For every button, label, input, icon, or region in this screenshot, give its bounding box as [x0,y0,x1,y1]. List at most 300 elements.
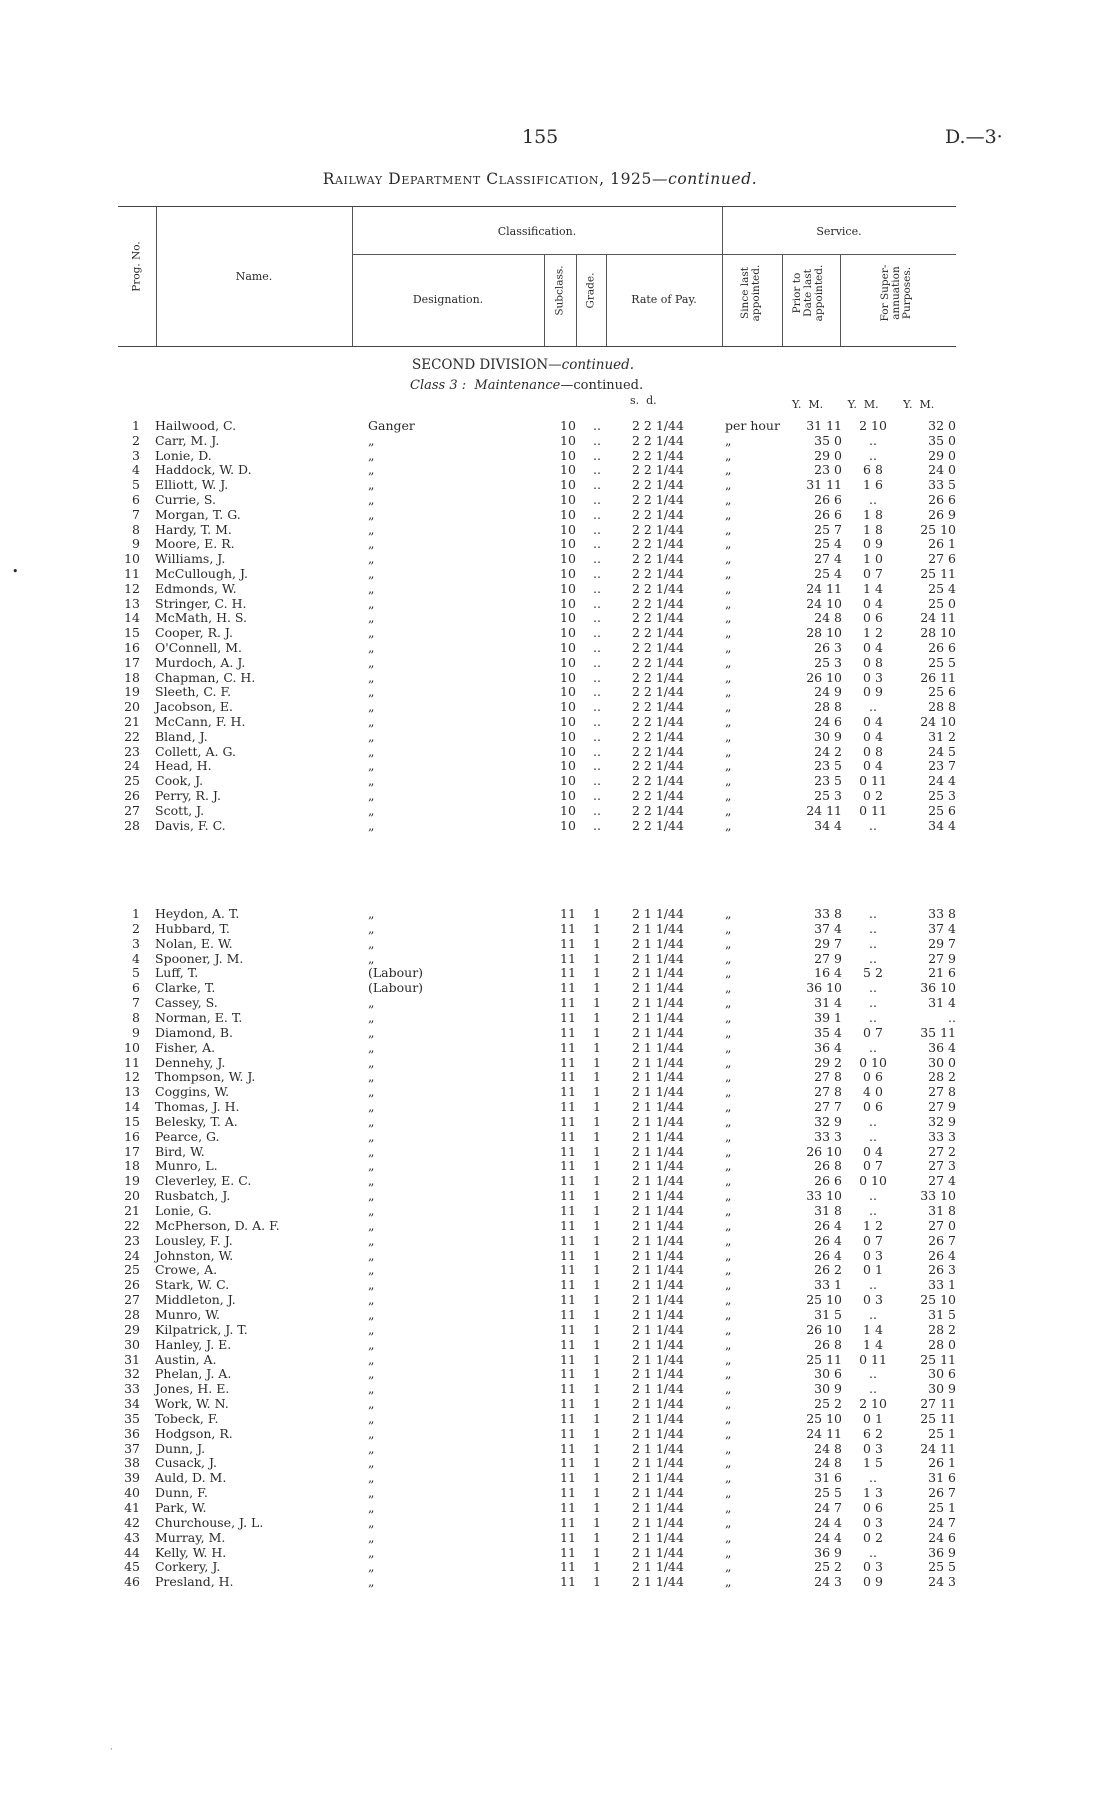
employee-name: Head, H. [155,758,212,774]
service-superannuation: 25 1 [928,1500,956,1515]
pay-unit: „ [725,1113,732,1129]
designation: „ [368,1425,375,1441]
table-row [0,936,1114,951]
service-superannuation: 26 7 [928,1485,956,1501]
table-row [0,1411,1114,1426]
employee-name: Park, W. [155,1500,207,1515]
grade: .. [593,788,601,803]
pay-unit: „ [725,610,732,626]
table-row [0,1084,1114,1099]
service-superannuation: 37 4 [928,920,956,936]
service-prior: 2 10 [859,1396,887,1412]
grade: 1 [593,1217,601,1233]
table-row [0,980,1114,995]
service-since-last: 16 4 [814,965,842,981]
prog-no: 11 [124,566,140,581]
grade: 1 [593,1277,601,1293]
table-row [0,1188,1114,1203]
designation: „ [368,1455,375,1471]
prog-no: 9 [132,1024,140,1040]
grade: .. [593,477,601,493]
pay-unit: „ [725,640,732,655]
designation: „ [368,1262,375,1278]
header-subclass: Subclass. [553,265,566,316]
service-superannuation: 25 6 [928,684,956,700]
designation: „ [368,935,375,951]
subclass: 11 [560,1024,576,1040]
employee-name: Tobeck, F. [155,1410,219,1426]
grade: .. [593,654,601,670]
table-row [0,906,1114,921]
service-since-last: 25 2 [814,1396,842,1412]
service-prior: .. [869,1113,877,1129]
class-name: Maintenance [474,378,561,393]
grade: .. [593,551,601,567]
service-prior: .. [869,1381,877,1397]
service-prior: 0 11 [859,802,887,818]
employee-name: Bland, J. [155,728,208,744]
grade: 1 [593,1009,601,1025]
service-superannuation: 35 11 [920,1024,956,1040]
subclass: 11 [560,1366,576,1382]
rate-of-pay: 2 2 1/44 [632,521,684,537]
service-prior: .. [869,447,877,463]
pay-unit: „ [725,1529,732,1545]
table-header [118,206,956,347]
prog-no: 12 [124,1069,140,1085]
service-superannuation: 27 9 [928,950,956,966]
subclass: 10 [560,477,576,493]
employee-name: Stringer, C. H. [155,595,247,611]
service-since-last: 32 9 [814,1113,842,1129]
subclass: 11 [560,1217,576,1233]
designation: „ [368,1336,375,1352]
service-prior: .. [869,1470,877,1486]
service-prior: .. [869,1366,877,1382]
table-row [0,566,1114,581]
grade: 1 [593,1158,601,1174]
employee-name: Kilpatrick, J. T. [155,1321,248,1337]
table-row [0,1515,1114,1530]
pay-unit: „ [725,1277,732,1293]
employee-name: Cook, J. [155,773,204,789]
prog-no: 18 [124,669,140,685]
grade: .. [593,432,601,448]
table-row [0,522,1114,537]
pay-unit: „ [725,1009,732,1025]
title-main: Railway Department Classification, 1925 [322,170,652,188]
prog-no: 21 [124,1203,140,1218]
grade: 1 [593,1232,601,1248]
service-superannuation: 32 9 [928,1113,956,1129]
employee-name: Churchouse, J. L. [155,1514,264,1530]
division-continued: —continued. [548,357,635,373]
subclass: 10 [560,684,576,700]
service-prior: 1 3 [863,1485,883,1501]
service-since-last: 26 2 [814,1262,842,1278]
subclass: 10 [560,551,576,567]
prog-no: 32 [124,1366,140,1382]
margin-dot: • [12,565,19,578]
designation: „ [368,1128,375,1144]
prog-no: 3 [132,447,140,463]
grade: 1 [593,1500,601,1515]
prog-no: 26 [124,1277,140,1293]
employee-name: Jacobson, E. [155,699,234,715]
service-superannuation: 33 3 [928,1128,956,1144]
employee-name: Crowe, A. [155,1262,218,1278]
employee-name: Lousley, F. J. [155,1232,233,1248]
service-since-last: 26 4 [814,1217,842,1233]
prog-no: 5 [132,477,140,493]
designation: „ [368,714,375,729]
header-rate-of-pay: Rate of Pay. [631,293,697,306]
employee-name: Collett, A. G. [155,743,236,759]
designation: „ [368,1084,375,1100]
service-since-last: 25 7 [814,521,842,537]
pay-unit: „ [725,1336,732,1352]
subclass: 11 [560,1485,576,1501]
service-prior: 0 8 [863,654,883,670]
rate-of-pay: 2 1 1/44 [632,1188,684,1204]
service-superannuation: 25 0 [928,595,956,611]
subclass: 11 [560,1173,576,1189]
employee-name: Jones, H. E. [155,1381,230,1397]
rate-of-pay: 2 2 1/44 [632,699,684,715]
service-since-last: 35 4 [814,1024,842,1040]
pay-unit: „ [725,1158,732,1174]
pay-unit: „ [725,950,732,966]
grade: .. [593,521,601,537]
service-prior: 0 10 [859,1173,887,1189]
subclass: 10 [560,699,576,715]
rate-of-pay: 2 1 1/44 [632,995,684,1011]
pay-unit: „ [725,1500,732,1515]
subclass: 11 [560,1203,576,1218]
service-prior: 0 1 [863,1410,883,1426]
service-since-last: 25 4 [814,566,842,581]
rate-of-pay: 2 1 1/44 [632,1425,684,1441]
subclass: 11 [560,1529,576,1545]
table-row [0,1114,1114,1129]
prog-no: 13 [124,1084,140,1100]
rate-of-pay: 2 2 1/44 [632,462,684,478]
employee-name: Hodgson, R. [155,1425,233,1441]
employee-name: Austin, A. [155,1351,217,1367]
service-prior: 0 1 [863,1262,883,1278]
subclass: 10 [560,802,576,818]
prog-no: 18 [124,1158,140,1174]
grade: .. [593,758,601,774]
designation: „ [368,1544,375,1560]
rate-of-pay: 2 1 1/44 [632,1173,684,1189]
employee-name: Cusack, J. [155,1455,218,1471]
header-grade: Grade. [584,272,597,309]
service-since-last: 24 9 [814,684,842,700]
pay-unit: „ [725,1425,732,1441]
service-superannuation: 24 7 [928,1514,956,1530]
grade: .. [593,610,601,626]
designation: „ [368,684,375,700]
employee-name: Diamond, B. [155,1024,234,1040]
employee-name: Dunn, J. [155,1440,206,1456]
rate-of-pay: 2 1 1/44 [632,1306,684,1322]
grade: .. [593,595,601,611]
employee-name: Munro, W. [155,1306,220,1322]
service-prior: 0 7 [863,566,883,581]
grade: 1 [593,1203,601,1218]
table-row [0,462,1114,477]
designation: (Labour) [368,980,424,996]
subclass: 11 [560,1099,576,1115]
subclass: 11 [560,1262,576,1278]
table-row [0,418,1114,433]
service-prior: 0 3 [863,1559,883,1575]
subclass: 10 [560,669,576,685]
service-prior: 5 2 [863,965,883,981]
pay-unit: „ [725,595,732,611]
prog-no: 24 [124,758,140,774]
prog-no: 14 [124,610,140,626]
designation: „ [368,551,375,567]
pay-unit: „ [725,788,732,803]
designation: „ [368,536,375,552]
service-superannuation: 25 6 [928,802,956,818]
employee-name: McCann, F. H. [155,714,246,729]
header-prior-to-date: Prior to Date last appointed. [791,264,825,322]
employee-name: Hailwood, C. [155,418,237,433]
rate-of-pay: 2 2 1/44 [632,418,684,433]
designation: „ [368,906,375,921]
pay-unit: „ [725,699,732,715]
grade: 1 [593,1321,601,1337]
designation: „ [368,610,375,626]
designation: „ [368,1366,375,1382]
service-since-last: 36 10 [806,980,842,996]
service-superannuation: 25 10 [920,1292,956,1308]
grade: 1 [593,980,601,996]
subclass: 11 [560,1039,576,1055]
table-row [0,1381,1114,1396]
subclass: 10 [560,506,576,522]
service-prior: 0 10 [859,1054,887,1070]
rate-of-pay: 2 1 1/44 [632,1203,684,1218]
service-since-last: 30 9 [814,728,842,744]
service-prior: 0 3 [863,1440,883,1456]
employee-name: Williams, J. [155,551,226,567]
employee-name: Middleton, J. [155,1292,236,1308]
prog-no: 7 [132,506,140,522]
prog-no: 17 [124,1143,140,1159]
grade: 1 [593,1024,601,1040]
pay-unit: „ [725,684,732,700]
subclass: 10 [560,610,576,626]
service-prior: 0 11 [859,1351,887,1367]
grade: .. [593,566,601,581]
service-prior: .. [869,935,877,951]
pay-unit: „ [725,1039,732,1055]
service-prior: 0 2 [863,788,883,803]
service-prior: 0 3 [863,669,883,685]
pay-unit: „ [725,447,732,463]
designation: „ [368,950,375,966]
header-superannuation: For Super- annuation Purposes. [879,264,913,322]
service-prior: .. [869,980,877,996]
table-row [0,1129,1114,1144]
service-prior: 0 4 [863,714,883,729]
employee-name: Auld, D. M. [155,1470,227,1486]
service-superannuation: 31 2 [928,728,956,744]
service-since-last: 26 10 [806,1321,842,1337]
service-since-last: 28 8 [814,699,842,715]
designation: „ [368,432,375,448]
table-row [0,773,1114,788]
service-since-last: 27 8 [814,1084,842,1100]
service-since-last: 34 4 [814,817,842,833]
rate-of-pay: 2 2 1/44 [632,654,684,670]
pay-unit: „ [725,773,732,789]
service-since-last: 36 4 [814,1039,842,1055]
service-since-last: 29 0 [814,447,842,463]
prog-no: 1 [132,418,140,433]
prog-no: 41 [124,1500,140,1515]
rate-of-pay: 2 2 1/44 [632,817,684,833]
prog-no: 26 [124,788,140,803]
rate-of-pay: 2 1 1/44 [632,1559,684,1575]
service-superannuation: 28 10 [920,625,956,641]
employee-name: Pearce, G. [155,1128,220,1144]
prog-no: 44 [124,1544,140,1560]
table-row [0,1352,1114,1367]
subclass: 11 [560,1054,576,1070]
rate-of-pay: 2 1 1/44 [632,1529,684,1545]
table-row [0,1055,1114,1070]
service-since-last: 24 8 [814,1455,842,1471]
service-since-last: 27 7 [814,1099,842,1115]
service-since-last: 25 4 [814,536,842,552]
table-row [0,1574,1114,1589]
service-superannuation: 26 9 [928,506,956,522]
header-classification: Classification. [497,225,577,238]
service-superannuation: 24 6 [928,1529,956,1545]
service-superannuation: 29 7 [928,935,956,951]
table-row [0,818,1114,833]
designation: „ [368,1559,375,1575]
service-since-last: 33 1 [814,1277,842,1293]
prog-no: 14 [124,1099,140,1115]
service-since-last: 24 2 [814,743,842,759]
subclass: 10 [560,418,576,433]
designation: „ [368,1009,375,1025]
prog-no: 4 [132,462,140,478]
pay-unit: „ [725,906,732,921]
prog-no: 1 [132,906,140,921]
service-prior: .. [869,1009,877,1025]
grade: 1 [593,1366,601,1382]
designation: „ [368,995,375,1011]
service-prior: 1 8 [863,506,883,522]
service-since-last: 31 11 [806,418,842,433]
prog-no: 13 [124,595,140,611]
header-prog-no: Prog. No. [130,241,143,292]
prog-no: 42 [124,1514,140,1530]
service-superannuation: 26 3 [928,1262,956,1278]
table-row [0,788,1114,803]
rate-of-pay: 2 2 1/44 [632,728,684,744]
service-since-last: 31 8 [814,1203,842,1218]
employee-name: Clarke, T. [155,980,216,996]
prog-no: 31 [124,1351,140,1367]
prog-no: 43 [124,1529,140,1545]
service-since-last: 25 3 [814,654,842,670]
designation: „ [368,1054,375,1070]
designation: „ [368,1039,375,1055]
grade: 1 [593,1039,601,1055]
employee-name: Perry, R. J. [155,788,221,803]
pay-unit: „ [725,536,732,552]
subclass: 11 [560,950,576,966]
pay-unit: „ [725,1054,732,1070]
class-heading [410,378,643,393]
table-row [0,1173,1114,1188]
service-superannuation: 23 7 [928,758,956,774]
pay-unit: „ [725,477,732,493]
table-row [0,1277,1114,1292]
service-prior: .. [869,1203,877,1218]
pay-unit: „ [725,521,732,537]
subclass: 11 [560,1247,576,1263]
service-prior: 1 2 [863,625,883,641]
page-title [0,170,1080,188]
designation: „ [368,1217,375,1233]
service-since-last: 37 4 [814,920,842,936]
service-prior: .. [869,920,877,936]
table-row [0,655,1114,670]
pay-unit: „ [725,817,732,833]
grade: 1 [593,1396,601,1412]
class-continued: —continued. [560,378,644,393]
table-row [0,1248,1114,1263]
rate-of-pay: 2 2 1/44 [632,773,684,789]
service-superannuation: 24 10 [920,714,956,729]
subclass: 11 [560,1381,576,1397]
rate-of-pay: 2 2 1/44 [632,758,684,774]
service-prior: .. [869,1188,877,1204]
pay-unit: „ [725,995,732,1011]
grade: 1 [593,1128,601,1144]
employee-name: Spooner, J. M. [155,950,244,966]
table-row [0,921,1114,936]
table-row [0,1262,1114,1277]
pay-unit: „ [725,1306,732,1322]
rate-of-pay: 2 2 1/44 [632,551,684,567]
employee-name: Sleeth, C. F. [155,684,232,700]
service-prior: 0 6 [863,1069,883,1085]
pay-unit: „ [725,1455,732,1471]
service-since-last: 26 6 [814,1173,842,1189]
service-superannuation: 26 1 [928,536,956,552]
service-superannuation: 30 9 [928,1381,956,1397]
rate-of-pay: 2 1 1/44 [632,1039,684,1055]
rate-of-pay: 2 1 1/44 [632,1544,684,1560]
service-superannuation: 27 11 [920,1396,956,1412]
service-prior: 0 4 [863,728,883,744]
grade: .. [593,684,601,700]
service-superannuation: 25 5 [928,1559,956,1575]
service-prior: 6 2 [863,1425,883,1441]
service-superannuation: 27 8 [928,1084,956,1100]
grade: 1 [593,1410,601,1426]
